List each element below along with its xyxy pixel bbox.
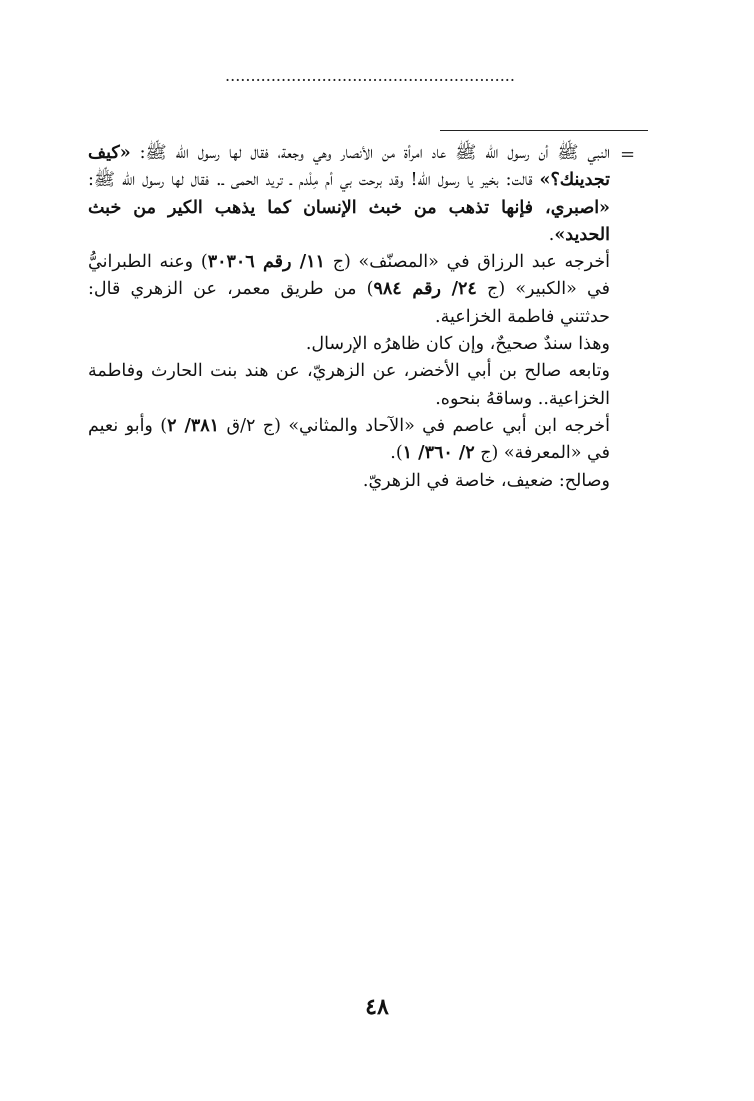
bold-reference: ٢/ ٣٦٠/ ١ <box>402 443 475 464</box>
text-run: النبي ﷺ أن رسول الله ﷺ عاد امرأة من الأنصار وهي وجعة، فقال لها رسول الله ﷺ: <box>130 143 610 163</box>
text-run: ) وعنه الطبرانيُّ في «الكبير» (ج <box>88 252 610 300</box>
footnote-paragraph-4: وتابعه صالح بن أبي الأخضر، عن الزهريّ، عن هند بنت الحارث وفاطمة الخزاعية.. وساقهُ بنحوه. <box>88 361 610 409</box>
text-run: . <box>548 224 555 245</box>
text-run: أخرجه عبد الرزاق في «المصنّف» (ج <box>324 252 610 273</box>
text-run: ) من طريق معمر، عن الزهري قال: حدثتني فاطمة الخزاعية. <box>88 279 610 327</box>
footnote-paragraph-6: وصالح: ضعيف، خاصة في الزهريّ. <box>362 470 610 491</box>
footnote-paragraph-3: وهذا سندٌ صحيحٌ، وإن كان ظاهرُه الإرسال. <box>305 334 610 355</box>
footnote-paragraph-1 <box>88 140 610 249</box>
footnote-separator <box>440 130 648 131</box>
text-run: قالت: بخير يا رسول الله! وقد برحت بي أم مِلْدم ـ تريد الحمى ـ. فقال لها رسول الله ﷺ: <box>88 170 540 191</box>
bold-reference: ٣٨١/ ٢ <box>167 415 220 436</box>
footnote-paragraph-5 <box>88 413 610 468</box>
continuation-marker: = <box>620 144 636 165</box>
text-run: ). <box>390 443 403 464</box>
header-dotted-line: ......................................................... <box>225 66 515 85</box>
footnote-text <box>88 140 610 495</box>
text-run: ) وأبو نعيم في «المعرفة» (ج <box>88 415 610 464</box>
text-run: أخرجه ابن أبي عاصم في «الآحاد والمثاني» (ج ٢/ق <box>219 415 610 436</box>
footnote-paragraph-2 <box>88 249 610 331</box>
bold-reference: ٢٤/ رقم ٩٨٤ <box>373 279 477 300</box>
bold-reference: ١١/ رقم ٣٠٣٠٦ <box>207 252 325 273</box>
bold-quote: «اصبري، فإنها تذهب من خبث الإنسان كما يذهب الكير من خبث الحديد» <box>88 197 610 245</box>
bold-quote: «كيف تجدينك؟» <box>88 143 610 191</box>
page-number: ٤٨ <box>365 994 389 1020</box>
